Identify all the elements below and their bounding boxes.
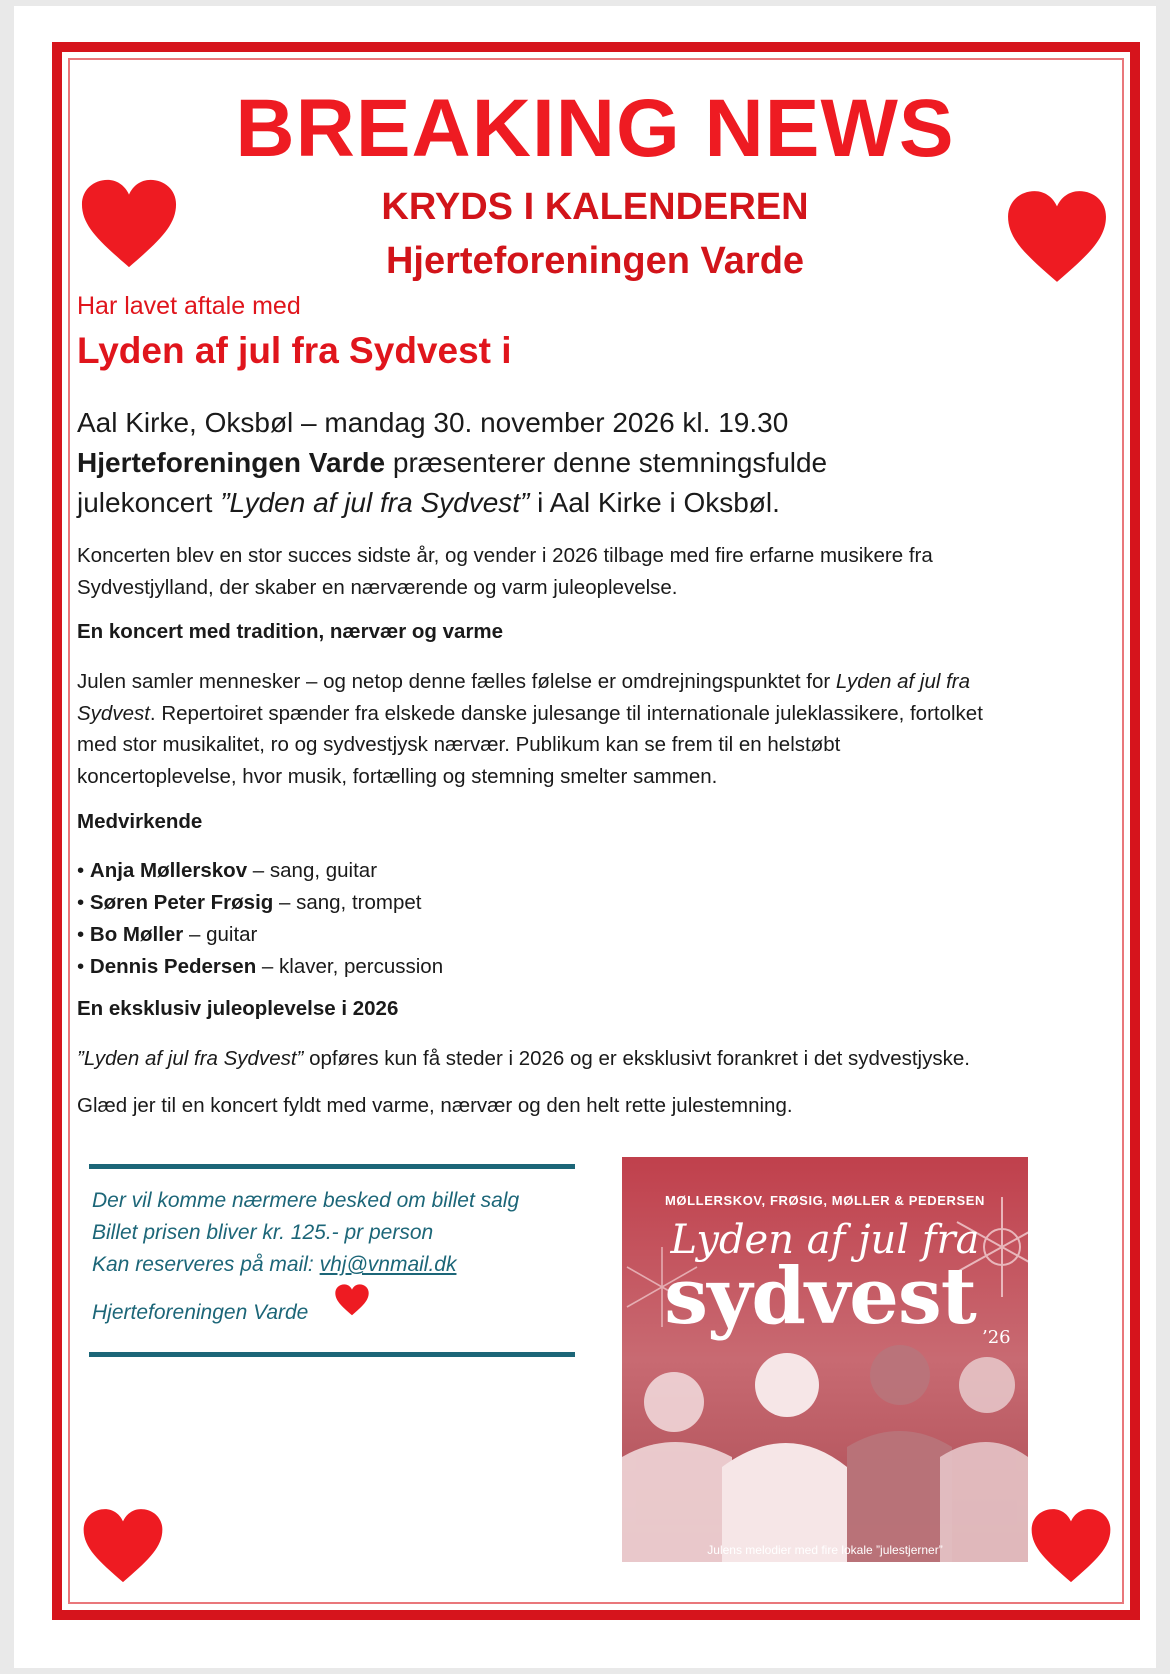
email-link[interactable]: vhj@vnmail.dk (319, 1253, 457, 1276)
member-item (77, 887, 421, 919)
intro-line: Sydvestjylland, der skaber en nærværende og varm juleoplevelse. (77, 575, 678, 599)
lead-org-bold: Hjerteforeningen Varde (77, 447, 386, 478)
julen-line: . Repertoiret spænder fra elskede danske julesange til internationale juleklassikere, fortolket (149, 701, 983, 725)
member-role: – klaver, percussion (256, 955, 444, 978)
medvirkende-heading: Medvirkende (77, 810, 203, 833)
bullet: • (77, 859, 85, 882)
poster-script-title: Lyden af jul fra (670, 1217, 980, 1263)
breaking-news-title: BREAKING NEWS (235, 83, 955, 174)
poster-big-title: sydvest (664, 1251, 976, 1342)
poster-footer-text: Julens melodier med fire lokale ”julestjerner” (707, 1543, 943, 1557)
member-name: Bo Møller (89, 923, 184, 946)
lead-concert-post: i Aal Kirke i Oksbøl. (529, 487, 780, 518)
kryds-i-kalenderen: KRYDS I KALENDEREN (381, 186, 809, 228)
member-role: – guitar (183, 923, 258, 946)
heart-icon (82, 1508, 164, 1584)
glaed-paragraph: Glæd jer til en koncert fyldt med varme, nærvær og den helt rette julestemning. (77, 1094, 793, 1117)
organisation-title: Hjerteforeningen Varde (385, 240, 805, 282)
eksklusiv-paragraph (77, 1043, 1077, 1075)
info-bottom-rule (89, 1352, 575, 1357)
lead-presents-rest: præsenterer denne stemningsfulde (385, 447, 828, 478)
julen-line: Julen samler mennesker – og netop denne fælles følelse er omdrejningspunktet for (77, 670, 836, 693)
bullet: • (77, 891, 85, 914)
info-org: Hjerteforeningen Varde (92, 1301, 309, 1324)
poster-band-names: MØLLERSKOV, FRØSIG, MØLLER & PEDERSEN (664, 1193, 986, 1208)
member-item (77, 919, 257, 951)
poster-year: ’26 (982, 1327, 1011, 1348)
bullet: • (77, 923, 85, 946)
lead-concert-pre: julekoncert (77, 487, 221, 518)
info-top-rule (89, 1164, 575, 1169)
heart-icon (334, 1284, 370, 1316)
lead-presents-line (77, 443, 1087, 483)
info-billet-pris: Billet prisen bliver kr. 125.- pr person (92, 1221, 434, 1244)
member-role: – sang, guitar (247, 859, 378, 882)
julen-line: med stor musikalitet, ro og sydvestjysk nærvær. Publikum kan se frem til en helstøbt (77, 733, 841, 756)
eksklusiv-rest: opføres kun få steder i 2026 og er eksklusivt forankret i det sydvestjyske. (303, 1047, 970, 1070)
member-item (77, 951, 443, 983)
julen-italic: Sydvest (77, 701, 150, 725)
lead-date-line: Aal Kirke, Oksbøl – mandag 30. november 2026 kl. 19.30 (77, 407, 789, 438)
julen-paragraph (77, 666, 1077, 792)
member-item (77, 855, 377, 887)
har-lavet-aftale: Har lavet aftale med (77, 292, 301, 320)
member-role: – sang, trompet (273, 891, 422, 914)
julen-italic: Lyden af jul fra (835, 670, 971, 693)
info-reserve-line (92, 1249, 456, 1281)
info-reserve-label: Kan reserveres på mail: (92, 1253, 320, 1276)
lead-concert-title: ”Lyden af jul fra Sydvest” (220, 487, 530, 518)
bullet: • (77, 955, 85, 978)
member-name: Anja Møllerskov (89, 859, 248, 882)
info-billet-besked: Der vil komme nærmere besked om billet salg (92, 1189, 520, 1212)
concert-poster-image (622, 1157, 1028, 1562)
heart-icon (1030, 1508, 1112, 1584)
intro-line: Koncerten blev en stor succes sidste år, og vender i 2026 tilbage med fire erfarne musikere fra (77, 544, 933, 567)
intro-paragraph (77, 540, 1077, 603)
eksklusiv-italic: ”Lyden af jul fra Sydvest” (77, 1047, 304, 1070)
tradition-heading: En koncert med tradition, nærvær og varme (77, 620, 504, 643)
julen-line: koncertoplevelse, hvor musik, fortælling og stemning smelter sammen. (77, 764, 718, 788)
member-name: Dennis Pedersen (89, 955, 257, 978)
concert-title: Lyden af jul fra Sydvest i (77, 330, 512, 371)
eksklusiv-heading: En eksklusiv juleoplevelse i 2026 (77, 997, 399, 1020)
member-name: Søren Peter Frøsig (89, 891, 274, 914)
lead-concert-line (77, 483, 1087, 523)
